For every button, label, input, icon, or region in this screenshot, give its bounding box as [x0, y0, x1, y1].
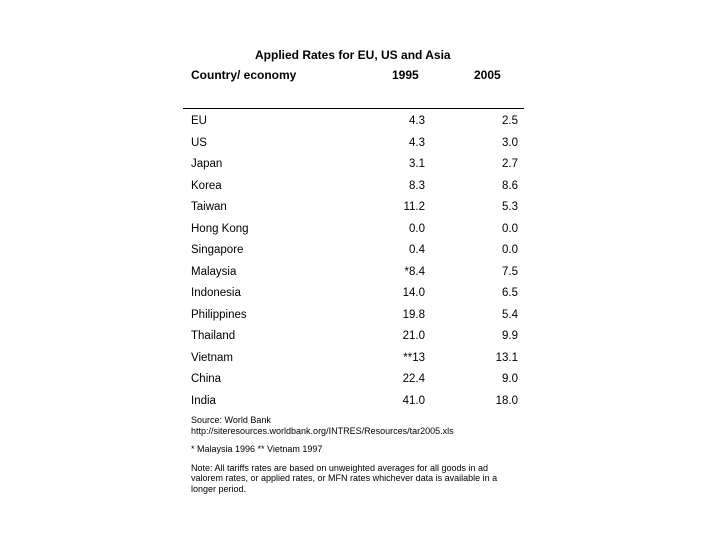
- country-name: Singapore: [191, 244, 244, 256]
- country-name: Taiwan: [191, 201, 227, 213]
- table-row: [183, 369, 524, 391]
- rate-2005: 5.3: [502, 201, 518, 213]
- country-name: Thailand: [191, 330, 236, 342]
- table-row: [183, 262, 524, 284]
- rate-1995: 21.0: [402, 330, 425, 342]
- table-row: [183, 326, 524, 348]
- rate-1995: **13: [403, 351, 425, 364]
- country-name: Malaysia: [191, 265, 237, 278]
- country-name: Vietnam: [191, 351, 233, 364]
- country-name: Hong Kong: [191, 222, 249, 235]
- rate-1995: 41.0: [402, 394, 425, 407]
- rate-2005: 5.4: [502, 308, 518, 321]
- table-row: [183, 219, 524, 241]
- rate-1995: 3.1: [409, 158, 425, 170]
- rate-1995: *8.4: [404, 265, 425, 278]
- rates-table: [183, 108, 524, 412]
- country-name: EU: [191, 115, 207, 127]
- table-row: [183, 305, 524, 327]
- rate-1995: 22.4: [402, 373, 425, 385]
- rate-1995: 0.0: [409, 222, 425, 235]
- rate-1995: 11.2: [403, 201, 425, 213]
- table-row: [183, 348, 524, 370]
- rate-1995: 4.3: [409, 136, 425, 149]
- rate-2005: 8.6: [502, 179, 518, 192]
- table-title: Applied Rates for EU, US and Asia: [255, 48, 451, 62]
- rate-2005: 0.0: [502, 222, 518, 235]
- rate-1995: 8.3: [409, 179, 425, 192]
- table-notes: [191, 415, 521, 502]
- rate-1995: 4.3: [409, 115, 425, 127]
- rate-2005: 13.1: [495, 351, 518, 364]
- rate-2005: 18.0: [495, 394, 518, 407]
- country-name: India: [191, 394, 216, 407]
- rate-2005: 9.9: [502, 330, 518, 342]
- table-row: [183, 240, 524, 262]
- rate-2005: 2.5: [502, 115, 518, 127]
- country-name: Japan: [191, 158, 223, 170]
- country-name: China: [191, 373, 222, 385]
- table-row: [183, 111, 524, 133]
- rate-2005: 0.0: [502, 244, 518, 256]
- rate-1995: 14.0: [402, 287, 425, 299]
- rate-2005: 6.5: [502, 287, 518, 299]
- column-header-2005: 2005: [474, 68, 501, 82]
- column-header-country: Country/ economy: [191, 68, 297, 82]
- rate-1995: 0.4: [409, 244, 425, 256]
- table-row: [183, 283, 524, 305]
- source-url: http://siteresources.worldbank.org/INTRES/Resources/tar2005.xls: [191, 425, 454, 436]
- table-row: [183, 133, 524, 155]
- methodology-note: Note: All tariffs rates are based on unweighted averages for all goods in ad valorem rates, or applied rates, or MFN rates whichever data is available in a longer period.: [191, 462, 498, 494]
- country-name: Philippines: [191, 308, 247, 321]
- table-row: [183, 176, 524, 198]
- table-row: [183, 154, 524, 176]
- country-name: Indonesia: [191, 287, 241, 299]
- rate-2005: 9.0: [502, 373, 518, 385]
- country-name: US: [191, 136, 207, 149]
- country-name: Korea: [191, 179, 222, 192]
- source-note: [191, 415, 521, 436]
- table-row: [183, 391, 524, 413]
- table-row: [183, 197, 524, 219]
- rate-2005: 3.0: [502, 136, 518, 149]
- footnote: * Malaysia 1996 ** Vietnam 1997: [191, 444, 323, 454]
- rate-2005: 2.7: [502, 158, 518, 170]
- rate-2005: 7.5: [502, 265, 518, 278]
- source-label: Source: World Bank: [191, 415, 271, 425]
- column-header-1995: 1995: [392, 68, 419, 82]
- rate-1995: 19.8: [402, 308, 425, 321]
